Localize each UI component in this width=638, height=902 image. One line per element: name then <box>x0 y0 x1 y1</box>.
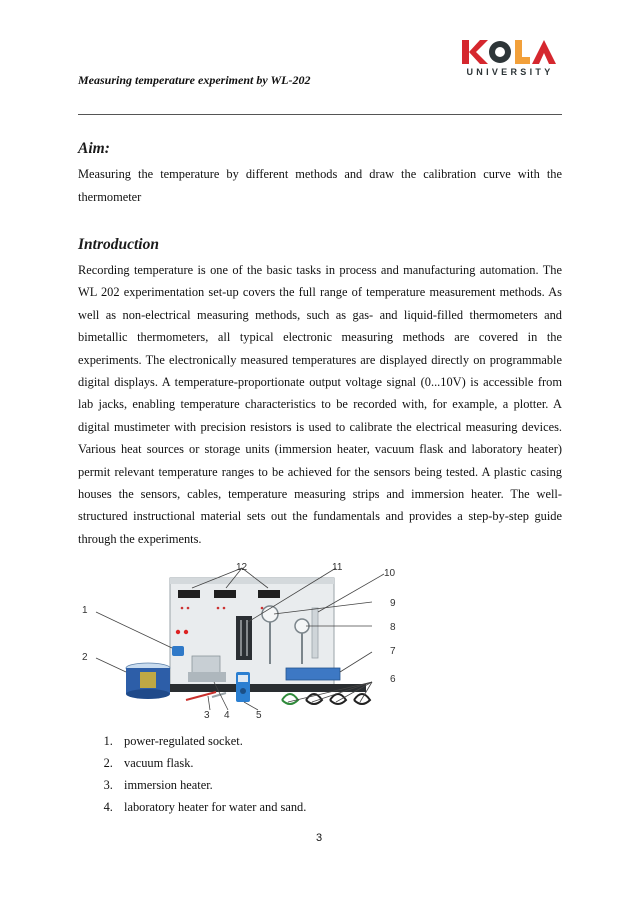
callout-5: 5 <box>256 710 262 718</box>
callout-2: 2 <box>82 652 88 663</box>
callout-8: 8 <box>390 622 396 633</box>
introduction-heading: Introduction <box>78 236 159 253</box>
introduction-text: Recording temperature is one of the basic tasks in process and manufacturing automation. The WL 202 experimentation set-up covers the full range of temperature measurement methods. As well as non-electrical measuring methods, such as gas- and liquid-filled thermometers and bimetallic thermometers, all typical electronic measuring methods are covered in the experiments. The electronically measured temperatures are displayed directly on programmable digital displays. A temperature-proportionate output voltage signal (0...10V) is accessible from lab jacks, enabling temperature characteristics to be recorded with, for example, a plotter. A digital mustimeter with precision resistors is used to calibrate the electrical measuring devices. Various heat sources or storage units (immersion heater, vacuum flask and laboratory heater) permit relevant temperature ranges to be achieved for the sensors being tested. A plastic casing houses the sensors, cables, temperature measuring strips and immersion heater. The well-structured instructional material sets out the fundamentals and provides a step-by-step guide through the experiments. <box>78 263 562 546</box>
logo-tagline: UNIVERSITY <box>466 67 554 77</box>
callout-11: 11 <box>332 562 343 573</box>
aim-text: Measuring the temperature by different methods and draw the calibration curve with the thermometer <box>78 167 562 204</box>
callout-1: 1 <box>82 605 88 616</box>
callout-4: 4 <box>224 710 230 718</box>
kola-university-logo <box>458 38 562 80</box>
list-item: 1. power-regulated socket. <box>116 730 516 752</box>
list-item: 2. vacuum flask. <box>116 752 516 774</box>
header-divider <box>78 114 562 115</box>
components-list <box>98 730 516 818</box>
callout-12: 12 <box>236 562 248 573</box>
document-header-title: Measuring temperature experiment by WL-202 <box>78 73 311 87</box>
wl202-equipment-figure <box>76 560 404 718</box>
aim-heading: Aim: <box>78 140 110 157</box>
logo-letters <box>458 38 562 68</box>
list-item: 3. immersion heater. <box>116 774 516 796</box>
callout-3: 3 <box>204 710 210 718</box>
page-number: 3 <box>315 832 323 844</box>
callout-6: 6 <box>390 674 396 685</box>
list-item: 4. laboratory heater for water and sand. <box>116 796 516 818</box>
callout-9: 9 <box>390 598 396 609</box>
callout-10: 10 <box>384 568 396 579</box>
callout-7: 7 <box>390 646 396 657</box>
